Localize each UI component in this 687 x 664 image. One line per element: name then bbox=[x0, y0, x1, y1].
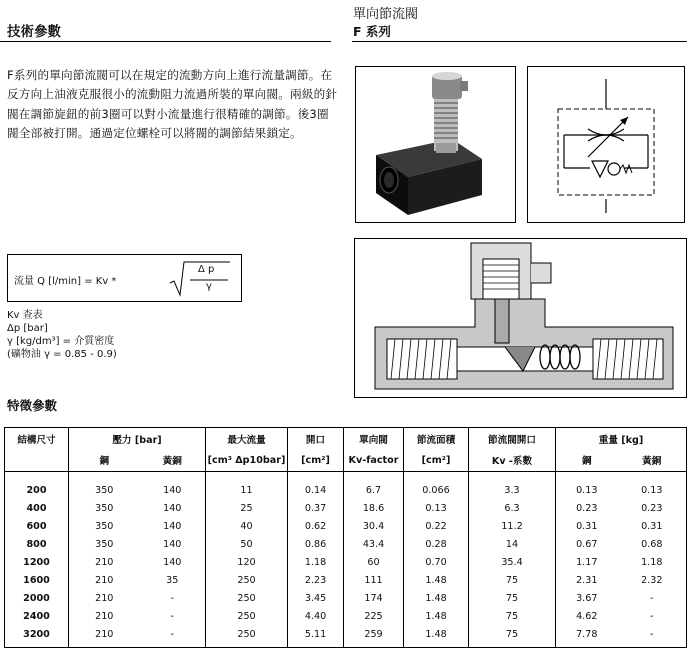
description-text: F系列的單向節流閥可以在規定的流動方向上進行流量調節。在反方向上油液克服很小的流動阻力流過所裝的單向閥。兩級的針閥在調節旋鈕的前3圈可以對小流量進行很精確的調節。後3圈閥全部被打開。通過定位螺栓可以將閥的調節結果鎖定。 bbox=[7, 68, 338, 140]
table-cell: 75 bbox=[469, 572, 556, 590]
table-cell: 1.48 bbox=[404, 608, 469, 626]
flow-formula bbox=[7, 254, 242, 302]
table-cell: 210 bbox=[69, 590, 140, 608]
table-cell: 60 bbox=[344, 554, 404, 572]
table-cell: 35.4 bbox=[469, 554, 556, 572]
table-cell-size: 1600 bbox=[23, 575, 50, 586]
table-cell: 14 bbox=[469, 536, 556, 554]
table-cell: 1.48 bbox=[404, 626, 469, 644]
table-cell: 11 bbox=[206, 482, 288, 500]
header-rule-right bbox=[352, 41, 687, 42]
table-cell-size: 800 bbox=[26, 539, 47, 550]
table-cell: 250 bbox=[206, 608, 288, 626]
table-cell: 0.13 bbox=[404, 500, 469, 518]
table-cell: 140 bbox=[163, 521, 182, 532]
table-cell: - bbox=[650, 593, 654, 604]
subheader-maxflow-unit: [cm³ Δp10bar] bbox=[206, 450, 288, 472]
subheader-weight-brass: 黃銅 bbox=[618, 450, 687, 472]
section-title-technical: 技術參數 bbox=[7, 24, 61, 40]
header-check-valve: 單向閥 bbox=[344, 428, 404, 450]
table-cell: 210 bbox=[69, 608, 140, 626]
hydraulic-symbol bbox=[527, 66, 685, 223]
table-cell: 350 bbox=[69, 500, 140, 518]
table-cell: 2.23 bbox=[288, 572, 344, 590]
table-cell: 140 bbox=[163, 503, 182, 514]
table-cell: 1.48 bbox=[404, 590, 469, 608]
table-cell-size: 400 bbox=[26, 503, 47, 514]
table-cell: 30.4 bbox=[344, 518, 404, 536]
table-cell: 50 bbox=[206, 536, 288, 554]
table-cell: 75 bbox=[469, 626, 556, 644]
table-cell: 4.62 bbox=[556, 608, 618, 626]
table-cell: 140 bbox=[163, 557, 182, 568]
formula-numerator: Δ p bbox=[198, 264, 215, 275]
section-title-features: 特徵參數 bbox=[7, 398, 58, 413]
table-cell: - bbox=[170, 611, 174, 622]
table-cell: 35 bbox=[166, 575, 179, 586]
table-cell: 1.18 bbox=[641, 557, 663, 568]
table-cell: 1.17 bbox=[556, 554, 618, 572]
table-cell: - bbox=[650, 611, 654, 622]
table-cell: 120 bbox=[206, 554, 288, 572]
table-cell: 111 bbox=[344, 572, 404, 590]
cross-section-drawing bbox=[354, 238, 687, 398]
table-cell: 0.14 bbox=[288, 482, 344, 500]
table-row bbox=[5, 518, 687, 536]
table-cell: 140 bbox=[163, 539, 182, 550]
table-cell: 250 bbox=[206, 626, 288, 644]
table-row bbox=[5, 608, 687, 626]
table-cell: 140 bbox=[163, 485, 182, 496]
table-cell: 0.67 bbox=[556, 536, 618, 554]
table-cell: 0.23 bbox=[556, 500, 618, 518]
table-cell: 3.45 bbox=[288, 590, 344, 608]
subheader-throttle-unit: Kv -系數 bbox=[469, 450, 556, 472]
table-cell: 0.22 bbox=[404, 518, 469, 536]
subheader-brass: 黃銅 bbox=[140, 450, 206, 472]
table-cell: 3.3 bbox=[469, 482, 556, 500]
header-throttle-area: 節流面積 bbox=[404, 428, 469, 450]
table-cell: 1.48 bbox=[404, 572, 469, 590]
table-row bbox=[5, 500, 687, 518]
table-cell: 0.86 bbox=[288, 536, 344, 554]
table-row bbox=[5, 590, 687, 608]
table-cell: 0.70 bbox=[404, 554, 469, 572]
table-cell: 350 bbox=[69, 518, 140, 536]
formula-lhs: 流量 Q [l/min] = Kv * bbox=[14, 276, 117, 287]
table-cell: 6.7 bbox=[344, 482, 404, 500]
table-cell: 7.78 bbox=[556, 626, 618, 644]
table-cell-size: 600 bbox=[26, 521, 47, 532]
product-title: 單向節流閥 bbox=[353, 7, 419, 22]
header-weight: 重量 [kg] bbox=[556, 428, 687, 450]
table-cell: 1.18 bbox=[288, 554, 344, 572]
table-cell: 2.32 bbox=[641, 575, 663, 586]
table-cell: 2.31 bbox=[556, 572, 618, 590]
table-cell: 350 bbox=[69, 482, 140, 500]
table-cell: 11.2 bbox=[469, 518, 556, 536]
table-cell: 43.4 bbox=[344, 536, 404, 554]
table-cell: 350 bbox=[69, 536, 140, 554]
table-cell: 40 bbox=[206, 518, 288, 536]
table-cell: 75 bbox=[469, 590, 556, 608]
subheader-area-unit: [cm²] bbox=[404, 450, 469, 472]
table-row bbox=[5, 572, 687, 590]
table-cell: 3.67 bbox=[556, 590, 618, 608]
table-cell: 210 bbox=[69, 554, 140, 572]
table-cell: 0.066 bbox=[404, 482, 469, 500]
table-cell: 210 bbox=[69, 572, 140, 590]
table-cell: 0.31 bbox=[641, 521, 663, 532]
header-opening: 開口 bbox=[288, 428, 344, 450]
table-cell: 0.28 bbox=[404, 536, 469, 554]
legend-dp: Δp [bar] bbox=[7, 323, 48, 334]
header-rule-left bbox=[0, 41, 331, 42]
table-cell: 174 bbox=[344, 590, 404, 608]
table-cell: 0.62 bbox=[288, 518, 344, 536]
table-cell: 25 bbox=[206, 500, 288, 518]
legend-oil: (礦物油 γ = 0.85 - 0.9) bbox=[7, 349, 117, 360]
table-cell: 75 bbox=[469, 608, 556, 626]
subheader-opening-unit: [cm²] bbox=[288, 450, 344, 472]
subheader-steel: 鋼 bbox=[69, 450, 140, 472]
subheader-check-unit: Kv-factor bbox=[344, 450, 404, 472]
table-cell: 225 bbox=[344, 608, 404, 626]
table-cell: 0.37 bbox=[288, 500, 344, 518]
table-cell: 210 bbox=[69, 626, 140, 644]
product-photo bbox=[355, 66, 516, 223]
header-maxflow: 最大流量 bbox=[206, 428, 288, 450]
subheader-weight-steel: 鋼 bbox=[556, 450, 618, 472]
table-row bbox=[5, 626, 687, 644]
table-cell: 6.3 bbox=[469, 500, 556, 518]
table-cell: - bbox=[650, 629, 654, 640]
legend-gamma: γ [kg/dm³] = 介質密度 bbox=[7, 336, 115, 347]
table-cell: 0.13 bbox=[556, 482, 618, 500]
table-cell-size: 2400 bbox=[23, 611, 50, 622]
product-series: F 系列 bbox=[353, 24, 391, 39]
table-cell: 5.11 bbox=[288, 626, 344, 644]
table-cell: 250 bbox=[206, 590, 288, 608]
legend-kv: Kv 查表 bbox=[7, 310, 43, 321]
header-pressure: 壓力 [bar] bbox=[69, 428, 206, 450]
header-throttle-opening: 節流閥開口 bbox=[469, 428, 556, 450]
spec-table bbox=[4, 427, 687, 648]
table-cell-size: 200 bbox=[26, 485, 47, 496]
table-cell: - bbox=[170, 629, 174, 640]
table-row bbox=[5, 554, 687, 572]
table-cell: 0.13 bbox=[641, 485, 663, 496]
table-row bbox=[5, 536, 687, 554]
table-cell-size: 1200 bbox=[23, 557, 50, 568]
table-cell: - bbox=[170, 593, 174, 604]
table-cell-size: 2000 bbox=[23, 593, 50, 604]
table-row bbox=[5, 482, 687, 500]
table-cell: 18.6 bbox=[344, 500, 404, 518]
table-cell: 0.23 bbox=[641, 503, 663, 514]
header-size: 結構尺寸 bbox=[17, 434, 56, 446]
formula-denominator: γ bbox=[206, 281, 212, 292]
table-cell: 0.31 bbox=[556, 518, 618, 536]
table-cell: 0.68 bbox=[641, 539, 663, 550]
table-cell: 259 bbox=[344, 626, 404, 644]
table-cell: 4.40 bbox=[288, 608, 344, 626]
table-cell-size: 3200 bbox=[23, 629, 50, 640]
table-cell: 250 bbox=[206, 572, 288, 590]
